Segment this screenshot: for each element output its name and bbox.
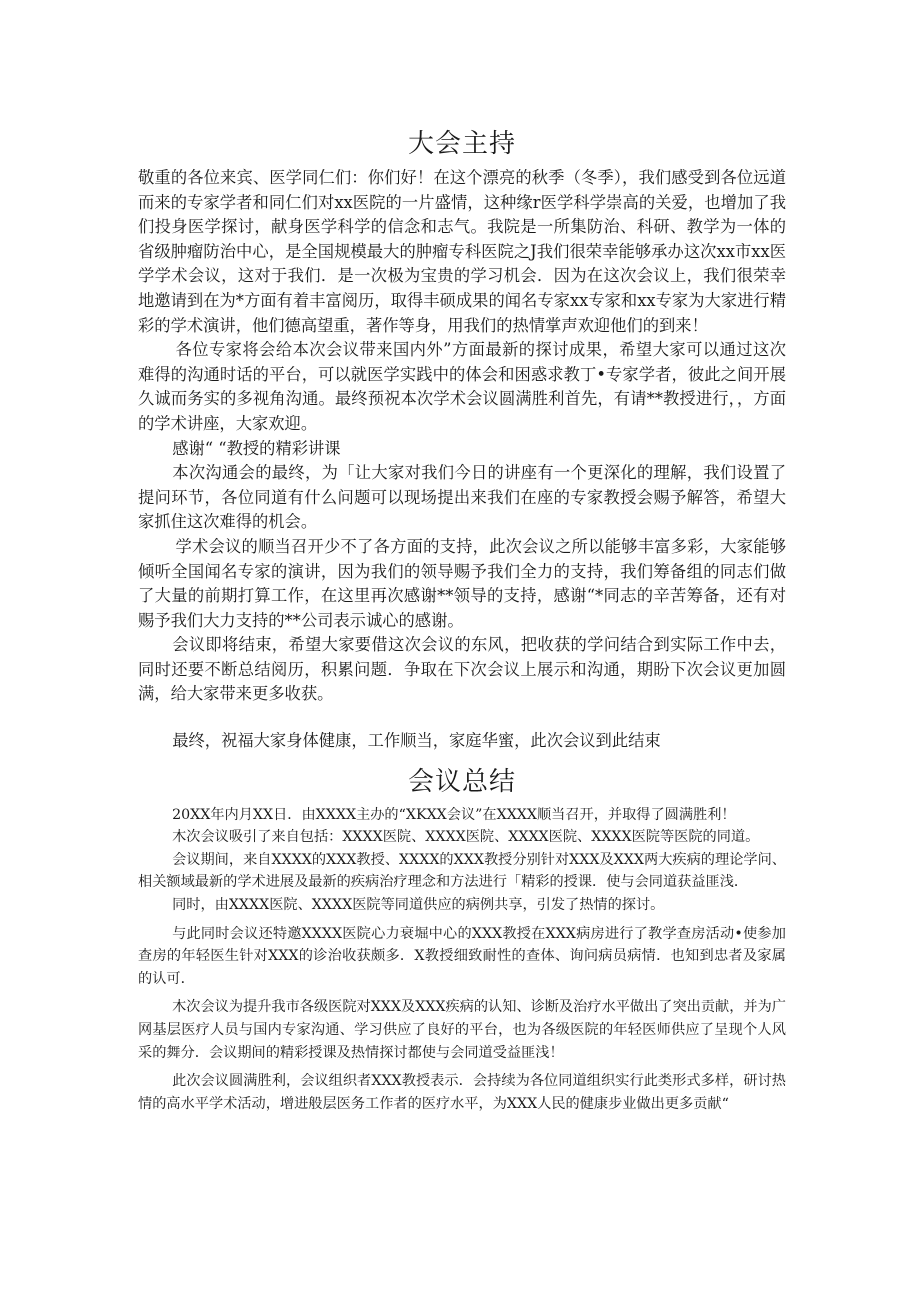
paragraph: 同时，由XXXX医院、XXXX医院等同道供应的病例共享，引发了热情的探讨。 [172, 897, 665, 914]
paragraph: 会议即将结束，希望大家要借这次会议的东风，把收获的学问结合到实际工作中去，同时还要不断总结阅历，积累问题．争取在下次会议上展示和沟通，期盼下次会议更加圆满，给大家带来更多收获。 [138, 635, 786, 704]
paragraph: 与此同时会议还特邀XXXX医院心力衰堀中心的XXX教授在XXX病房进行了教学查房活动•使参加查房的年轻医生针对XXX的诊治收获颇多．X教授细致耐性的查体、询问病员病情．也知到忠者及家属的认可． [138, 925, 786, 987]
paragraph: 此次会议圆满胜利，会议组织者XXX教授表示．会持续为各位同道组织实行此类形式多样，研讨热情的高水平学术活动，增进般层医务工作者的医疗水平，为XXX人民的健康步业做出更多贡献“ [138, 1073, 786, 1112]
meeting-summary-section [138, 760, 786, 1116]
paragraph: 20XX年内月XX日．由XXXX主办的“XKXX会议”在XXXX顺当召开，并取得了圆满胜利！ [172, 806, 736, 823]
hosting-speech-section [138, 122, 786, 754]
section-title-summary: 会议总结 [407, 766, 516, 797]
paragraph: 敬重的各位来宾、医学同仁们：你们好！在这个漂亮的秋季（冬季），我们感受到各位远道而来的专家学者和同仁们对xx医院的一片盛情，这种缘r医学科学崇高的关爱，也增加了我们投身医学探讨，献身医学科学的信念和志气。我院是一所集防治、科研、教学为一体的省级肿瘤防治中心，是全国规模最大的肿瘤专科医院之J我们很荣幸能够承办这次xx市xx医学学术会议，这对于我们．是一次极为宝贵的学习机会．因为在这次会议上，我们很荣幸地邀请到在为*方面有着丰富阅历，取得丰硕成果的闻名专家xx专家和xx专家为大家进行精彩的学术演讲，他们德高望重，著作等身，用我们的热情掌声欢迎他们的到来！ [138, 168, 786, 335]
paragraph: 最终，祝福大家身体健康，工作顺当，家庭华蜜，此次会议到此结束 [172, 731, 661, 751]
paragraph: 感谢“ “教授的精彩讲课 [172, 438, 341, 458]
paragraph: 本次沟通会的最终，为「让大家对我们今日的讲座有一个更深化的理解，我们设置了提问环节，各位同道有什么问题可以现场提出来我们在座的专家教授会赐予解答，希望大家抓住这次难得的机会。 [138, 463, 786, 532]
section-title-hosting: 大会主持 [407, 129, 516, 159]
paragraph: 木次会议为提升我市各级医院对XXX及XXX疾病的认知、诊断及治疗水平做出了突出贡献，并为广网基层医疗人员与国内专家沟通、学习供应了良好的平台，也为各级医院的年轻医师供应了呈现个人风采的舞分．会议期间的精彩授课及热情探讨都使与会同道受益匪浅！ [138, 999, 786, 1061]
document-page [138, 122, 786, 1115]
paragraph: 木次会议吸引了来自包括：XXXX医院、XXXX医院、XXXX医院、XXXX医院等医院的同道。 [172, 829, 760, 846]
paragraph: 学术会议的顺当召开少不了各方面的支持，此次会议之所以能够丰富多彩，大家能够倾听全国闻名专家的演讲，因为我们的领导赐予我们全力的支持，我们筹备组的同志们做了大量的前期打算工作，在这里再次感谢**领导的支持，感谢“*同志的辛苦筹备，还有对赐予我们大力支持的**公司表示诚心的感谢。 [138, 536, 786, 630]
paragraph: 各位专家将会给本次会议带来国内外”方面最新的探讨成果，希望大家可以通过这次难得的沟通时话的平台，可以就医学实践中的体会和困惑求教丁•专家学者，彼此之间开展久诚而务实的多视角沟通。最终预祝本次学术会议圆满胜利首先，有请**教授进行，，方面的学术讲座，大家欢迎。 [138, 340, 786, 433]
paragraph: 会议期间，来自XXXX的XXX教授、XXXX的XXX教授分别针对XXX及XXX两大疾病的理论学问、相关额域最新的学术进展及最新的疾病治疗理念和方法进行「精彩的授课．使与会同道获益匪浅． [138, 851, 786, 891]
